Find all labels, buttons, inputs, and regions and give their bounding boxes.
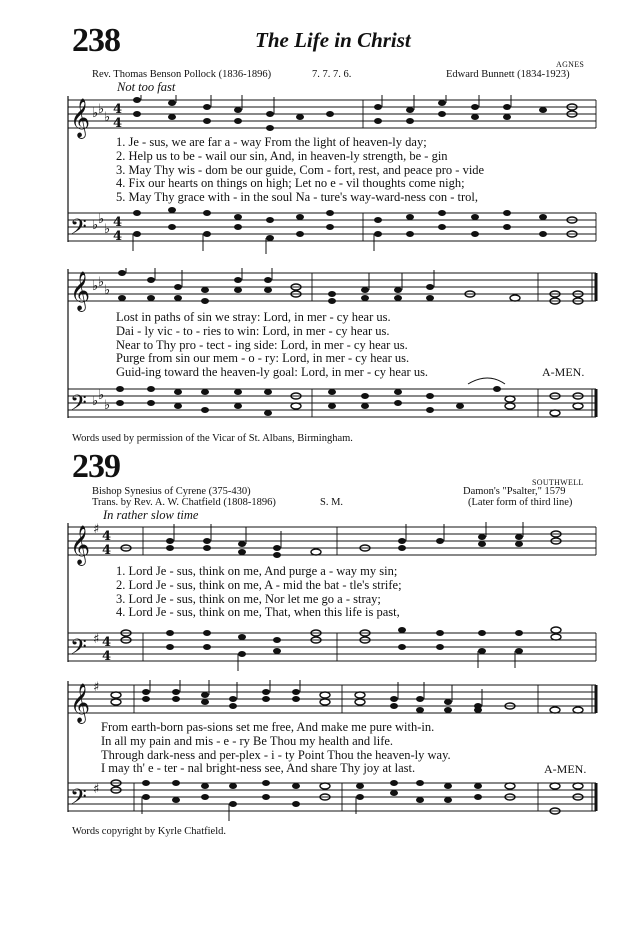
hymn-number: 238 [72,22,120,59]
verse-line: Lost in paths of sin we stray: Lord, in mer - cy hear us. [116,310,391,324]
svg-text:♭: ♭ [98,388,105,403]
copyright-note: Words copyright by Kyrle Chatfield. [72,826,226,837]
verse-block-238-line2 [116,311,428,380]
verse-line: 2. Lord Je - sus, think on me, A - mid the bat - tle's strife; [116,577,402,592]
meter: S. M. [320,497,344,508]
author-credit: Bishop Synesius of Cyrene (375-430) [92,486,251,497]
svg-text:♭: ♭ [98,102,105,117]
translator-credit: Trans. by Rev. A. W. Chatfield (1808-1896) [92,497,276,508]
verse-block-239-line1 [116,565,402,620]
tune-name: AGNES [556,60,585,69]
svg-text:4: 4 [113,102,123,117]
svg-text:♭: ♭ [104,283,111,298]
meter: 7. 7. 7. 6. [312,69,352,80]
svg-text:♭: ♭ [104,110,111,125]
permission-note: Words used by permission of the Vicar of St. Albans, Birmingham. [72,433,353,444]
svg-text:♭: ♭ [92,394,99,409]
verse-line: 4. Lord Je - sus, think on me, That, when this life is past, [116,605,400,620]
hymn-title: The Life in Christ [255,28,411,52]
amen: A-MEN. [544,762,587,776]
tempo-marking: Not too fast [117,80,176,94]
svg-text:4: 4 [113,229,123,244]
svg-text:4: 4 [102,635,112,650]
hymn-number: 239 [72,448,120,485]
svg-text:𝄢: 𝄢 [70,215,87,245]
svg-text:♭: ♭ [92,218,99,233]
svg-text:♭: ♭ [92,106,99,121]
verse-line: 3. Lord Je - sus, think on me, Nor let me go a - stray; [116,591,381,606]
verse-line: 5. May Thy grace with - in the soul Na - ture's way-ward-ness con - trol, [116,190,478,205]
svg-text:𝄞: 𝄞 [70,98,91,138]
svg-text:♭: ♭ [98,275,105,290]
tempo-marking: In rather slow time [103,508,199,522]
svg-text:𝄢: 𝄢 [70,785,87,815]
svg-text:♭: ♭ [104,398,111,413]
svg-text:♯: ♯ [93,680,100,695]
verse-block-239-line2 [101,721,451,776]
verse-block-238-line1 [116,136,484,205]
svg-text:4: 4 [113,116,123,131]
verse-line: Purge from sin our mem - o - ry: Lord, in mer - cy hear us. [116,351,410,366]
svg-text:𝄞: 𝄞 [70,271,91,311]
verse-line: Guid-ing toward the heaven-ly goal: Lord, in mer - cy hear us. [116,365,429,380]
verse-line: 2. Help us to be - wail our sin, And, in heaven-ly strength, be - gin [116,148,448,163]
verse-line: From earth-born pas-sions set me free, And make me pure with-in. [101,720,435,734]
tune-source-note: (Later form of third line) [468,497,573,508]
svg-text:𝄞: 𝄞 [70,525,91,565]
verse-line: Dai - ly vic - to - ries to win: Lord, in mer - cy hear us. [116,323,390,338]
svg-text:4: 4 [113,215,123,230]
svg-text:♭: ♭ [92,279,99,294]
tune-source: Damon's "Psalter," 1579 [463,486,566,497]
verse-line: 3. May Thy wis - dom be our guide, Com - fort, rest, and peace pro - vide [116,162,485,177]
composer-credit: Edward Bunnett (1834-1923) [446,69,570,80]
svg-text:𝄢: 𝄢 [70,635,87,665]
verse-line: Through dark-ness and per-plex - i - ty Point Thou the heaven-ly way. [101,747,451,762]
svg-text:♯: ♯ [93,632,100,647]
verse-line: 1. Je - sus, we are far a - way From the light of heaven-ly day; [116,135,427,149]
verse-line: I may th' e - ter - nal bright-ness see, And share Thy joy at last. [101,761,416,776]
svg-text:4: 4 [102,649,112,664]
svg-text:𝄢: 𝄢 [70,391,87,421]
verse-line: Near to Thy pro - tect - ing side: Lord, in mer - cy hear us. [116,337,408,352]
svg-text:♭: ♭ [98,212,105,227]
svg-text:♯: ♯ [93,782,100,797]
svg-text:♭: ♭ [104,222,111,237]
amen: A-MEN. [542,365,585,379]
verse-line: 4. Fix our hearts on things on high; Let no e - vil thoughts come nigh; [116,176,465,191]
svg-text:𝄞: 𝄞 [70,683,91,723]
tune-name: SOUTHWELL [532,478,584,487]
svg-text:4: 4 [102,529,112,544]
verse-line: In all my pain and mis - e - ry Be Thou my health and life. [101,733,394,748]
verse-line: 1. Lord Je - sus, think on me, And purge a - way my sin; [116,564,398,578]
svg-text:♯: ♯ [93,522,100,537]
svg-text:4: 4 [102,543,112,558]
author-credit: Rev. Thomas Benson Pollock (1836-1896) [92,69,272,80]
